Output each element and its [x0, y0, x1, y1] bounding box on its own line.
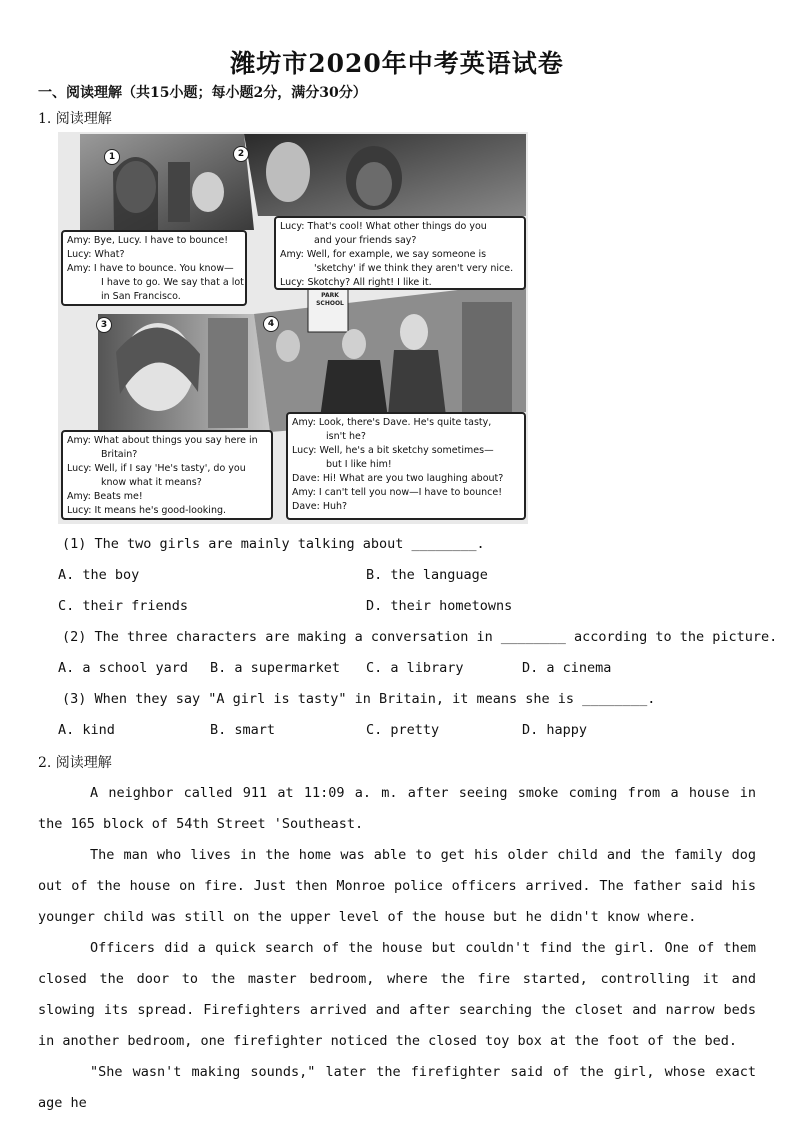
option: B. the language: [366, 567, 488, 583]
speech-bubble-3: Amy: What about things you say here in Britain? Lucy: Well, if I say 'He's tasty', do you know what it means? Amy: Beats me! Lucy: It means he's good-looking.: [61, 430, 273, 520]
option: C. their friends: [58, 598, 189, 614]
option: D. a cinema: [522, 660, 612, 676]
option: A. kind: [58, 722, 115, 738]
question-1-1: (1) The two girls are mainly talking about ________.: [62, 536, 485, 552]
option: C. pretty: [366, 722, 440, 738]
option: D. their hometowns: [366, 598, 513, 614]
panel-number: 1: [104, 149, 120, 165]
option: A. a school yard: [58, 660, 189, 676]
speech-bubble-2: Lucy: That's cool! What other things do you and your friends say? Amy: Well, for example, we say someone is 'sketchy' if we think they aren't very nice. Lucy: Skotchy? All right! I like it.: [274, 216, 526, 290]
option: B. a supermarket: [210, 660, 341, 676]
panel-number: 3: [96, 317, 112, 333]
section-heading: 一、阅读理解（共15小题；每小题2分，满分30分）: [38, 85, 367, 101]
question-1-3: (3) When they say "A girl is tasty" in Britain, it means she is ________.: [62, 691, 656, 707]
comic-illustration: [58, 132, 528, 524]
option: D. happy: [522, 722, 588, 738]
question-2-heading: 2. 阅读理解: [38, 755, 112, 771]
panel-1-photo: [80, 134, 254, 230]
paragraph: A neighbor called 911 at 11:09 a. m. after seeing smoke coming from a house in the 165 block of 54th Street 'Southeast.: [38, 785, 756, 832]
panel-number: 4: [263, 316, 279, 332]
paragraph: The man who lives in the home was able to get his older child and the family dog out of the house on fire. Just then Monroe police officers arrived. The father said his younger child was still on the upper level of the house but he didn't know where.: [38, 847, 756, 925]
paragraph: "She wasn't making sounds," later the firefighter said of the girl, whose exact age he: [38, 1064, 756, 1111]
option: A. the boy: [58, 567, 140, 583]
question-1-heading: 1. 阅读理解: [38, 111, 112, 127]
paragraph: Officers did a quick search of the house but couldn't find the girl. One of them closed the door to the master bedroom, where the fire started, controlling it and slowing its spread. Firefighters arrived and after searching the closet and narrow beds in another bedroom, one firefighter noticed the closed toy box at the foot of the bed.: [38, 940, 756, 1049]
panel-number: 2: [233, 146, 249, 162]
speech-bubble-4: Amy: Look, there's Dave. He's quite tasty, isn't he? Lucy: Well, he's a bit sketchy sometimes— but I like him! Dave: Hi! What are you two laughing about? Amy: I can't tell you now—I have to bounce! Dave: Huh?: [286, 412, 526, 520]
school-sign: PARK SCHOOL: [316, 292, 344, 307]
option: B. smart: [210, 722, 276, 738]
reading-passage: [38, 778, 756, 1119]
page-title: 潍坊市2020年中考英语试卷: [230, 49, 564, 78]
option: C. a library: [366, 660, 464, 676]
speech-bubble-1: Amy: Bye, Lucy. I have to bounce! Lucy: What? Amy: I have to bounce. You know— I have to go. We say that a lot in San Francisco.: [61, 230, 247, 306]
question-1-2: (2) The three characters are making a conversation in ________ according to the picture.: [62, 629, 778, 645]
